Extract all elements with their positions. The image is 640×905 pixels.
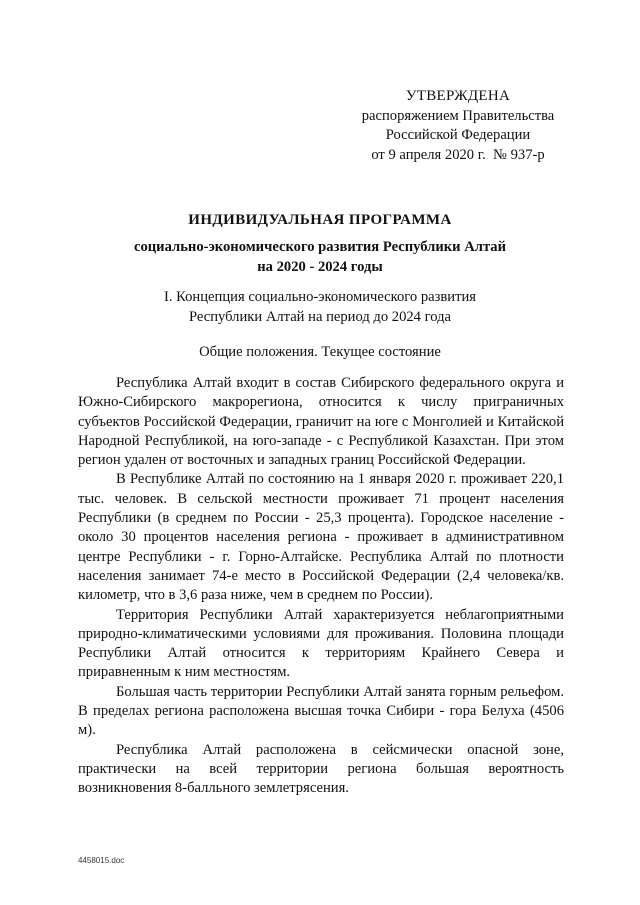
approval-line-1: распоряжением Правительства — [361, 107, 555, 124]
title-subtitle-line-2: на 2020 - 2024 годы — [257, 259, 383, 275]
approval-heading: УТВЕРЖДЕНА — [405, 88, 511, 104]
section-heading-line-2: Республики Алтай на период до 2024 года — [188, 309, 452, 325]
document-title — [80, 209, 560, 277]
body-text — [78, 374, 564, 799]
paragraph: Республика Алтай входит в состав Сибирского федерального округа и Южно-Сибирского макрорегиона, относится к числу приграничных субъектов Российской Федерации, граничит на юге с Монголией и Китайской Народной Республикой, на юго-западе - с Республикой Казахстан. При этом регион удален от восточных и западных границ Российской Федерации. — [78, 375, 564, 469]
file-name-footer: 4458015.doc — [78, 856, 125, 865]
title-subtitle — [80, 237, 560, 277]
title-subtitle-line-1: социально-экономического развития Республики Алтай — [134, 239, 506, 255]
approval-stamp — [338, 87, 578, 165]
title-main: ИНДИВИДУАЛЬНАЯ ПРОГРАММА — [188, 212, 452, 228]
approval-line-3: от 9 апреля 2020 г. № 937-р — [371, 146, 545, 163]
section-heading-line-1: I. Концепция социально-экономического развития — [163, 289, 477, 305]
paragraph: Республика Алтай расположена в сейсмически опасной зоне, практически на всей территории региона большая вероятность возникновения 8-балльного землетрясения. — [78, 741, 564, 797]
section-heading — [80, 287, 560, 327]
paragraph: Территория Республики Алтай характеризуется неблагоприятными природно-климатическими условиями для проживания. Половина площади Республики Алтай относится к территориям Крайнего Севера и приравненным к ним местностям. — [78, 606, 564, 681]
approval-line-2: Российской Федерации — [385, 127, 531, 143]
paragraph: Большая часть территории Республики Алтай занята горным рельефом. В пределах региона расположена высшая точка Сибири - гора Белуха (4506 м). — [78, 683, 564, 739]
subsection-heading: Общие положения. Текущее состояние — [199, 344, 441, 360]
paragraph: В Республике Алтай по состоянию на 1 января 2020 г. проживает 220,1 тыс. человек. В сельской местности проживает 71 процент населения Республики (в среднем по России - 25,3 процента). Городское население - около 30 процентов населения региона - проживает в административном центре Республики - г. Горно-Алтайске. Республика Алтай по плотности населения занимает 74-е место в Российской Федерации (2,4 человека/кв. километр, что в 3,6 раза ниже, чем в среднем по России). — [78, 471, 564, 604]
